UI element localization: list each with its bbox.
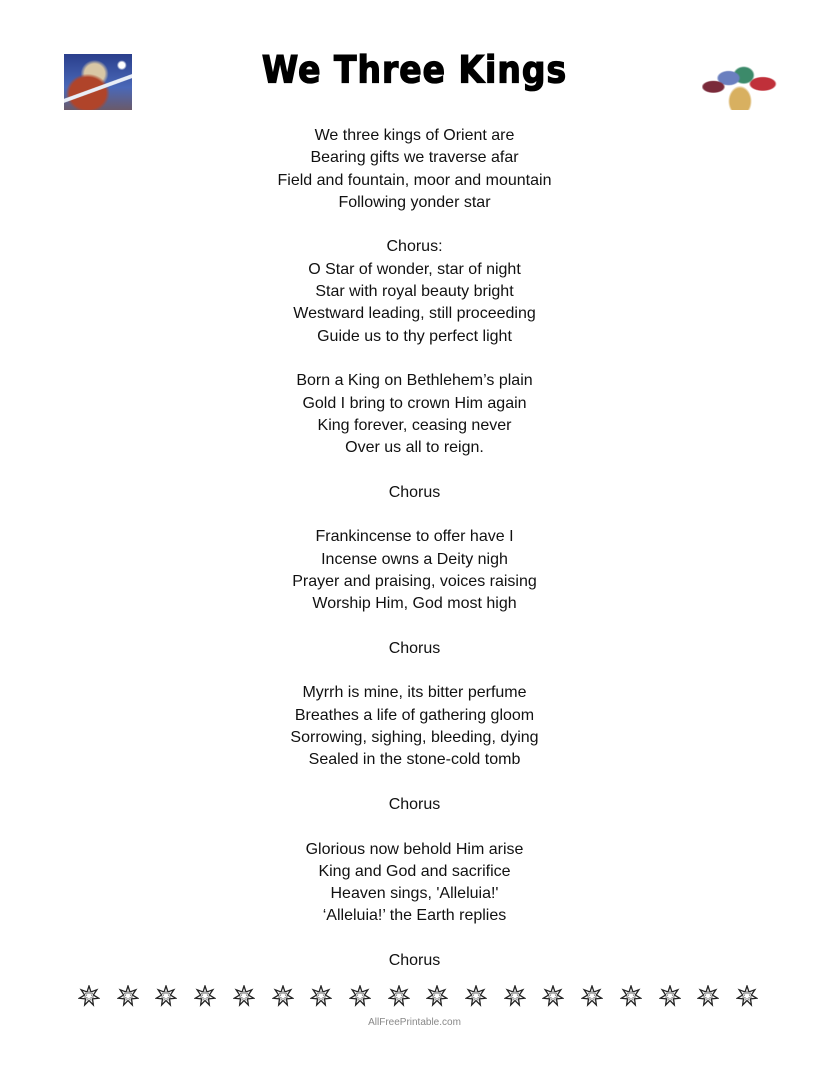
- stanza-break: [0, 459, 829, 481]
- star-icon: [272, 985, 294, 1007]
- star-icon: [465, 985, 487, 1007]
- stanza-break: [0, 348, 829, 370]
- lyric-line: Myrrh is mine, its bitter perfume: [302, 684, 527, 702]
- star-icon: [310, 985, 332, 1007]
- lyric-line: Bearing gifts we traverse afar: [310, 149, 519, 167]
- lyric-line: Chorus: [388, 795, 441, 813]
- lyric-line: Born a King on Bethlehem’s plain: [296, 372, 533, 390]
- star-icon: [349, 985, 371, 1007]
- lyric-line: ‘Alleluia!’ the Earth replies: [322, 907, 507, 925]
- lyric-line: Chorus: [388, 483, 441, 501]
- lyric-line: Westward leading, still proceeding: [293, 305, 536, 323]
- lyric-line: Chorus: [388, 639, 441, 657]
- star-icon: [78, 985, 100, 1007]
- star-icon: [426, 985, 448, 1007]
- lyric-line: King and God and sacrifice: [318, 862, 511, 880]
- lyric-line: Worship Him, God most high: [312, 595, 517, 613]
- stanza-break: [0, 214, 829, 236]
- lyric-line: Guide us to thy perfect light: [317, 327, 512, 345]
- star-icon: [620, 985, 642, 1007]
- lyric-line: Sorrowing, sighing, bleeding, dying: [290, 729, 539, 747]
- stanza-break: [0, 772, 829, 794]
- page-title: We Three Kings: [261, 47, 568, 92]
- star-icon: [659, 985, 681, 1007]
- star-icon: [155, 985, 177, 1007]
- lyric-line: Chorus:: [386, 238, 443, 256]
- stanza-break: [0, 928, 829, 950]
- star-icon: [581, 985, 603, 1007]
- lyric-line: Glorious now behold Him arise: [305, 840, 524, 858]
- star-icon: [542, 985, 564, 1007]
- lyric-line: Chorus: [388, 951, 441, 969]
- star-icon: [504, 985, 526, 1007]
- stanza-break: [0, 504, 829, 526]
- lyric-line: Breathes a life of gathering gloom: [294, 706, 535, 724]
- stanza-break: [0, 616, 829, 638]
- lyric-line: Prayer and praising, voices raising: [292, 572, 537, 590]
- star-icon: [117, 985, 139, 1007]
- footer-credit: AllFreePrintable.com: [368, 1017, 461, 1028]
- star-icon: [233, 985, 255, 1007]
- star-icon: [697, 985, 719, 1007]
- lyric-line: Star with royal beauty bright: [315, 283, 514, 301]
- star-icon: [388, 985, 410, 1007]
- lyric-line: King forever, ceasing never: [317, 416, 512, 434]
- star-icon: [194, 985, 216, 1007]
- lyric-line: We three kings of Orient are: [314, 127, 515, 144]
- star-icon: [736, 985, 758, 1007]
- lyrics-body: [0, 125, 829, 972]
- lyric-line: O Star of wonder, star of night: [308, 260, 521, 278]
- lyric-line: Sealed in the stone-cold tomb: [308, 751, 521, 769]
- lyric-line: Field and fountain, moor and mountain: [277, 171, 552, 189]
- nativity-image: [702, 52, 778, 110]
- lyric-line: Frankincense to offer have I: [315, 528, 514, 546]
- lyric-line: Gold I bring to crown Him again: [302, 394, 527, 412]
- lyric-line: Heaven sings, 'Alleluia!': [330, 885, 499, 903]
- lyric-line: Following yonder star: [338, 193, 491, 211]
- stanza-break: [0, 660, 829, 682]
- lyric-line: Over us all to reign.: [345, 439, 484, 457]
- lyric-line: Incense owns a Deity nigh: [321, 550, 508, 568]
- stanza-break: [0, 816, 829, 838]
- star-border: [78, 985, 758, 1007]
